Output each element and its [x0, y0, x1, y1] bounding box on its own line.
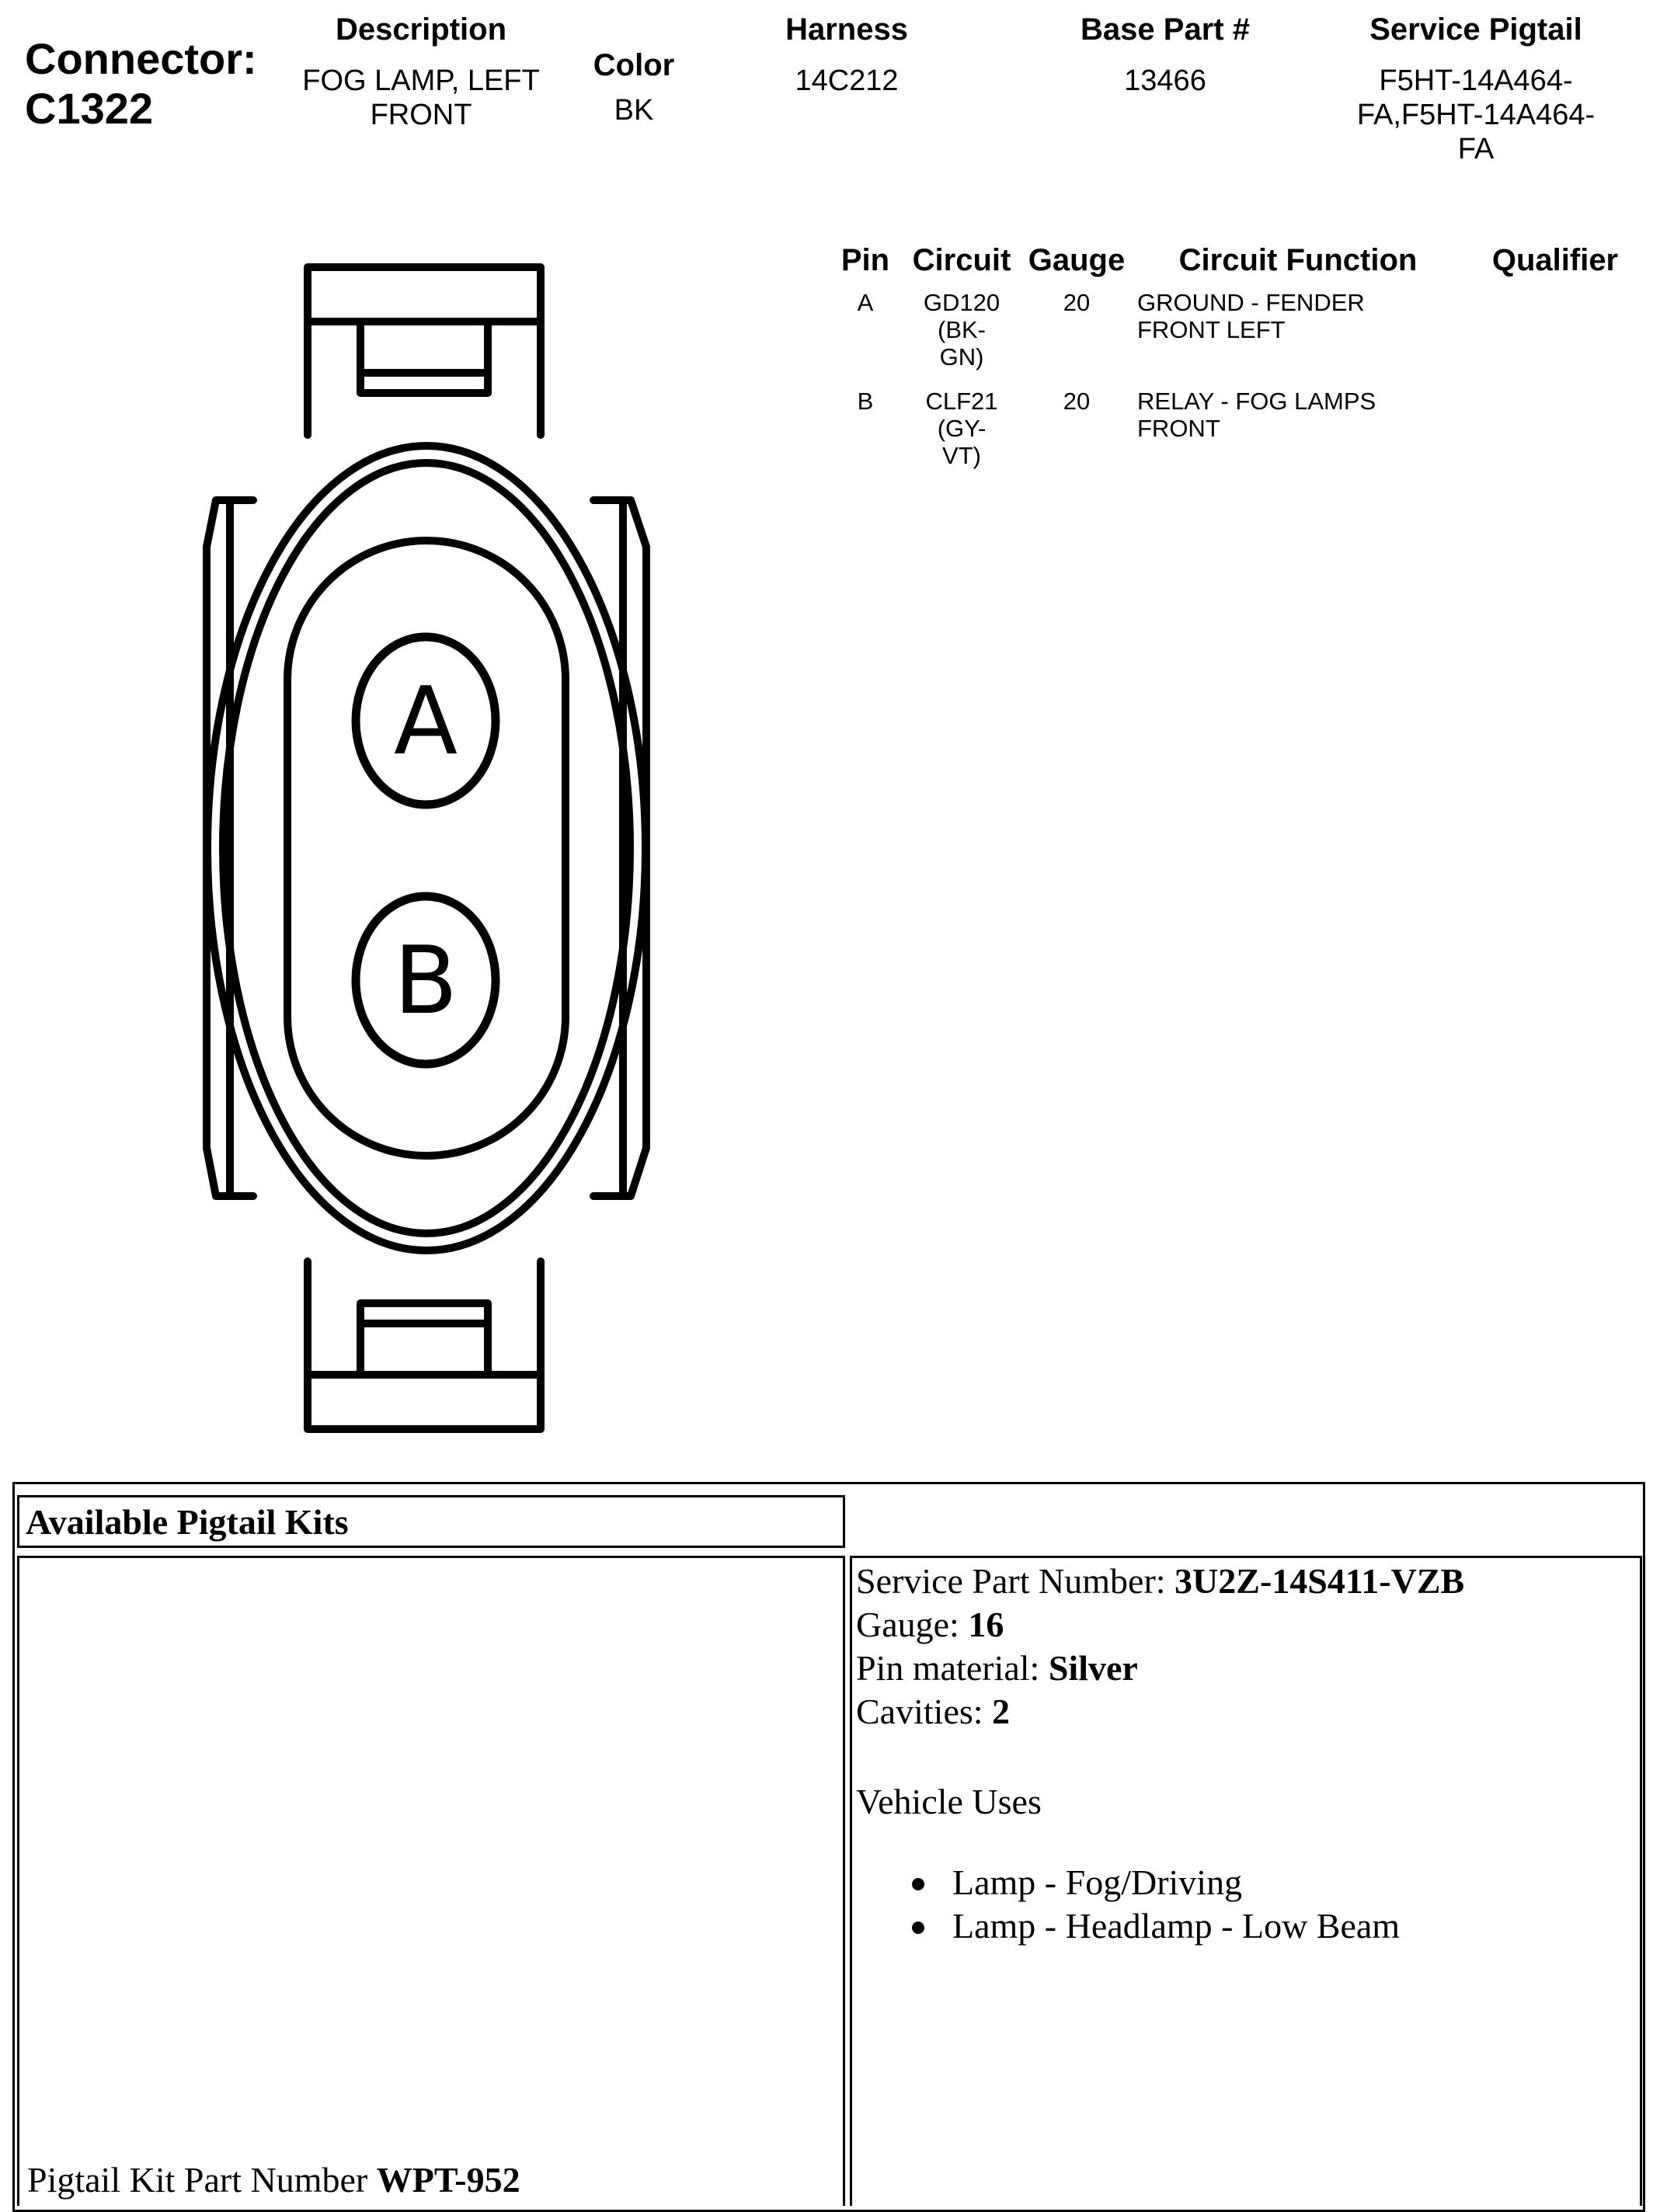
service-part-number — [856, 1560, 1464, 1603]
function-line2: FRONT LEFT — [1137, 316, 1286, 343]
description-title: Description — [335, 12, 507, 47]
pin-a-label: A — [393, 668, 458, 776]
cavities-label: Cavities: — [856, 1692, 993, 1731]
connector-label: Connector: — [25, 34, 257, 83]
service-pigtail-column — [1321, 9, 1631, 166]
pin-material-value: Silver — [1048, 1648, 1138, 1688]
cavities-value: 2 — [992, 1692, 1011, 1731]
pin-table-header-row — [830, 238, 1645, 283]
cavities-spec — [856, 1690, 1464, 1734]
gauge-spec — [856, 1603, 1464, 1647]
circuit-cell — [901, 381, 1022, 480]
kits-heading-spacer — [850, 1495, 1642, 1548]
kit-part-label: Pigtail Kit Part Number — [27, 2160, 377, 2200]
kit-part-value: WPT-952 — [376, 2160, 520, 2200]
gauge-cell: 20 — [1063, 388, 1091, 415]
function-line1: GROUND - FENDER — [1137, 289, 1365, 316]
vehicle-uses-list — [856, 1861, 1400, 1948]
available-pigtail-kits-heading: Available Pigtail Kits — [17, 1495, 845, 1548]
pin-material-label: Pin material: — [856, 1648, 1049, 1688]
bullet-icon — [912, 1878, 924, 1890]
qualifier-cell — [1465, 381, 1645, 480]
gauge-label: Gauge: — [856, 1605, 969, 1644]
list-item — [856, 1904, 1400, 1948]
pigtail-kit-image-cell — [17, 1556, 845, 2206]
bottom-latch-inner — [360, 1303, 488, 1375]
pin-table — [830, 238, 1645, 480]
circuit-header: Circuit — [912, 243, 1011, 277]
harness-column — [738, 9, 955, 98]
vehicle-use-label: Lamp - Headlamp - Low Beam — [952, 1906, 1401, 1946]
circuit-line1: CLF21 (GY- — [925, 388, 998, 442]
vehicle-use-label: Lamp - Fog/Driving — [952, 1862, 1243, 1902]
function-line1: RELAY - FOG LAMPS — [1137, 388, 1376, 415]
connector-diagram — [183, 256, 662, 1440]
pigtail-kit-part-number — [27, 2158, 520, 2203]
circuit-line2: GN) — [939, 343, 984, 370]
pin-cell: B — [857, 388, 874, 415]
gauge-header: Gauge — [1028, 243, 1126, 277]
qualifier-header: Qualifier — [1491, 243, 1619, 277]
list-item — [856, 1861, 1400, 1904]
service-pigtail-value-line1: F5HT-14A464- — [1379, 64, 1573, 97]
table-row — [830, 283, 1645, 381]
circuit-line1: GD120 (BK- — [923, 289, 1000, 343]
service-pigtail-value-line2: FA,F5HT-14A464- — [1356, 99, 1596, 131]
bullet-icon — [912, 1922, 924, 1934]
bottom-latch-outer — [308, 1375, 541, 1429]
top-latch-inner — [360, 322, 488, 393]
vehicle-uses-title: Vehicle Uses — [856, 1782, 1042, 1821]
kit-specs — [856, 1560, 1464, 1734]
function-cell — [1131, 283, 1465, 381]
description-value-line1: FOG LAMP, LEFT — [302, 64, 540, 97]
color-title: Color — [593, 48, 675, 82]
service-pigtail-value-line3: FA — [1457, 133, 1495, 165]
pin-header: Pin — [840, 243, 890, 277]
base-part-column — [1041, 9, 1289, 98]
description-column — [281, 9, 561, 132]
pin-cell: A — [857, 289, 874, 316]
function-line2: FRONT — [1137, 415, 1220, 442]
service-part-value: 3U2Z-14S411-VZB — [1174, 1561, 1465, 1601]
circuit-function-header: Circuit Function — [1178, 243, 1418, 277]
pin-b-label: B — [393, 927, 458, 1035]
outer-housing — [207, 446, 646, 1250]
function-cell — [1131, 381, 1465, 480]
color-column — [572, 45, 696, 127]
circuit-line2: VT) — [942, 442, 981, 469]
top-latch-outer — [308, 267, 541, 322]
base-part-value: 13466 — [1124, 64, 1206, 97]
pin-material-spec — [856, 1647, 1464, 1690]
harness-title: Harness — [785, 12, 908, 47]
color-value: BK — [614, 94, 654, 127]
connector-heading — [25, 34, 257, 134]
connector-id: C1322 — [25, 84, 154, 133]
gauge-value: 16 — [968, 1605, 1004, 1644]
circuit-cell — [901, 283, 1022, 381]
base-part-title: Base Part # — [1081, 12, 1250, 47]
qualifier-cell — [1465, 283, 1645, 381]
description-value-line2: FRONT — [370, 99, 472, 131]
table-row — [830, 381, 1645, 480]
service-pigtail-title: Service Pigtail — [1369, 12, 1582, 47]
service-part-label: Service Part Number: — [856, 1561, 1175, 1601]
gauge-cell: 20 — [1063, 289, 1091, 316]
harness-value: 14C212 — [795, 64, 899, 97]
